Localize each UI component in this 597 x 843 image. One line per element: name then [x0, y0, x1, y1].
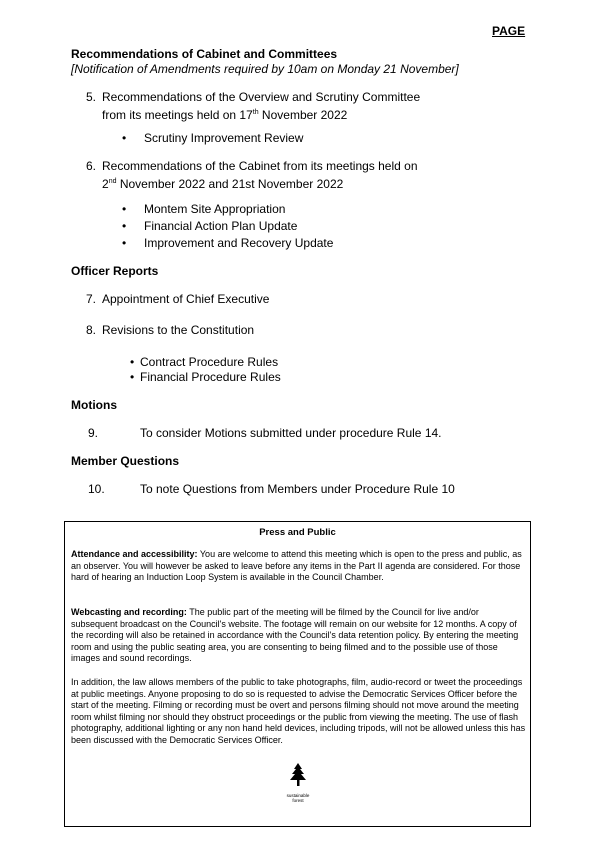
tree-icon: [287, 762, 309, 788]
webcasting-paragraph: [71, 607, 527, 665]
bullet-icon: •: [122, 202, 127, 216]
logo-text-line1: sustainable: [286, 793, 310, 798]
bullet-item: • Scrutiny Improvement Review: [122, 131, 304, 145]
item-number: 9.: [88, 426, 99, 440]
item-number: 10.: [88, 482, 105, 496]
attendance-paragraph: [71, 549, 527, 584]
item-number: 7.: [86, 292, 97, 306]
bullet-item: • Montem Site Appropriation: [122, 202, 286, 216]
agenda-item-7: [86, 292, 269, 307]
amendments-notice: [Notification of Amendments required by 10am on Monday 21 November]: [71, 62, 459, 76]
item-number: 6.: [86, 159, 97, 173]
bullet-item: • Improvement and Recovery Update: [122, 236, 334, 250]
attendance-label: Attendance and accessibility:: [71, 549, 198, 559]
agenda-item-10: [88, 482, 455, 497]
bullet-icon: •: [130, 370, 135, 384]
bullet-item: • Contract Procedure Rules: [130, 355, 279, 369]
bullet-item: • Financial Action Plan Update: [122, 219, 298, 233]
webcasting-text: The public part of the meeting will be filmed by the Council for live and/or subsequent broadcast on the Council's website. The footage will remain on our website for 12 months. A copy of the recording will also be retained in accordance with the Council's data retention policy. By entering the meeting room and using the public seating area, you are consenting to being filmed and to the possible use of those images and sound recordings.: [71, 607, 519, 663]
bullet-item: • Financial Procedure Rules: [130, 370, 281, 384]
bullet-icon: •: [122, 131, 127, 145]
item-text-line2: 2nd November 2022 and 21st November 2022: [102, 177, 344, 191]
item-text: To consider Motions submitted under procedure Rule 14.: [140, 426, 442, 440]
motions-heading: Motions: [71, 398, 117, 412]
member-questions-heading: Member Questions: [71, 454, 180, 468]
item-number: 8.: [86, 323, 97, 337]
item-text-line1: Recommendations of the Overview and Scrutiny Committee: [102, 90, 421, 104]
bullet-icon: •: [122, 219, 127, 233]
bullet-icon: •: [122, 236, 127, 250]
press-box-title: Press and Public: [259, 527, 336, 538]
item-text-line2: from its meetings held on 17th November 2022: [102, 108, 348, 122]
item-text: Revisions to the Constitution: [102, 323, 255, 337]
agenda-item-6: [86, 159, 506, 192]
attendance-text: You are welcome to attend this meeting which is open to the press and public, as an observer. You will however be asked to leave before any items in the Part II agenda are considered. For those hard of hearing an Induction Loop System is available in the Council Chamber.: [71, 549, 522, 582]
filming-law-paragraph: In addition, the law allows members of the public to take photographs, film, audio-record or tweet the proceedings at public meetings. Anyone proposing to do so is requested to advise the Democratic Services Officer before the start of the meeting. Filming or recording must be overt and persons filming should not move around the meeting room whilst filming nor should they obstruct proceedings or the public from viewing the meeting. The use of flash photography, additional lighting or any non hand held devices, including tripods, will not be allowed unless this has been discussed with the Democratic Services Officer.: [71, 677, 526, 745]
cabinet-heading: Recommendations of Cabinet and Committees: [71, 47, 338, 61]
agenda-item-9: [88, 426, 442, 441]
logo-text-line2: forest: [292, 798, 304, 803]
sustainable-forest-logo: [283, 762, 313, 803]
page-column-label: PAGE: [492, 24, 526, 38]
webcasting-label: Webcasting and recording:: [71, 607, 187, 617]
item-number: 5.: [86, 90, 97, 104]
item-text: To note Questions from Members under Procedure Rule 10: [140, 482, 455, 496]
item-text-line1: Recommendations of the Cabinet from its meetings held on: [102, 159, 418, 173]
agenda-item-8: [86, 323, 254, 338]
agenda-item-5: [86, 90, 506, 123]
officer-reports-heading: Officer Reports: [71, 264, 159, 278]
item-text: Appointment of Chief Executive: [102, 292, 270, 306]
press-and-public-box: [64, 521, 531, 827]
bullet-icon: •: [130, 355, 135, 369]
